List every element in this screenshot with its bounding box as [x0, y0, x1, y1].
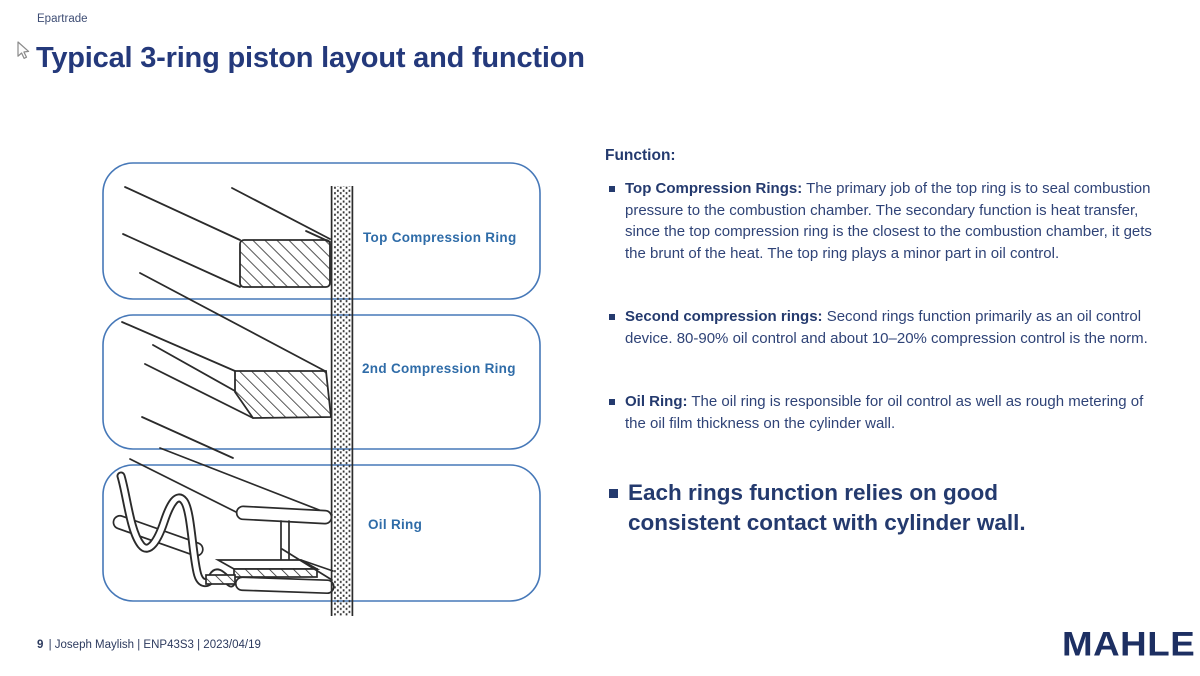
slide-footer	[37, 639, 261, 651]
function-heading: Function:	[605, 147, 676, 164]
bullet-square-icon	[609, 399, 615, 405]
bullet-lead: Top Compression Rings:	[625, 180, 803, 197]
bullet-body: The oil ring is responsible for oil control as well as rough metering of the oil film thickness on the cylinder wall.	[625, 393, 1144, 432]
mouse-cursor-icon	[16, 41, 32, 66]
bullet-second-compression	[605, 306, 1167, 349]
emphasis-line: Each rings function relies on good	[628, 480, 999, 505]
bullet-body: The primary job of the top ring is to seal combustion pressure to the combustion chamber. The secondary function is heat transfer, since the top compression ring is the closest to the combustion chamber, it gets the brunt of the heat. The top ring plays a minor part in oil control.	[625, 180, 1152, 262]
emphasis-line: consistent contact with cylinder wall.	[628, 510, 1026, 535]
bullet-text	[625, 391, 1167, 434]
emphasis-statement	[605, 478, 1167, 538]
top-compression-ring-drawing	[123, 187, 330, 371]
piston-ring-diagram	[90, 140, 570, 640]
footer-credits: | Joseph Maylish | ENP43S3 | 2023/04/19	[45, 639, 261, 651]
bullet-top-compression	[605, 178, 1167, 264]
page-number: 9	[37, 639, 44, 651]
bullet-square-icon	[609, 186, 615, 192]
second-compression-ring-drawing	[122, 322, 331, 458]
bullet-square-icon	[609, 314, 615, 320]
bullet-text	[625, 178, 1167, 264]
bullet-oil-ring	[605, 391, 1167, 434]
bullet-square-icon	[609, 489, 618, 498]
oil-ring-drawing	[112, 448, 334, 593]
emphasis-lines	[628, 478, 1026, 538]
bullet-lead: Second compression rings:	[625, 308, 823, 325]
label-oil-ring: Oil Ring	[368, 517, 423, 532]
label-top-compression-ring: Top Compression Ring	[363, 230, 517, 245]
page-title: Typical 3-ring piston layout and function	[36, 42, 585, 74]
mahle-logo: MAHLE	[1062, 625, 1196, 664]
brand-watermark: Epartrade	[37, 13, 88, 25]
bullet-lead: Oil Ring:	[625, 393, 688, 410]
function-text-column	[605, 147, 1167, 538]
bullet-body: Second rings function primarily as an oil control device. 80-90% oil control and about 10–20% compression control is the norm.	[625, 308, 1148, 347]
bullet-text	[625, 306, 1167, 349]
label-second-compression-ring: 2nd Compression Ring	[362, 361, 516, 376]
cylinder-wall	[332, 186, 353, 616]
